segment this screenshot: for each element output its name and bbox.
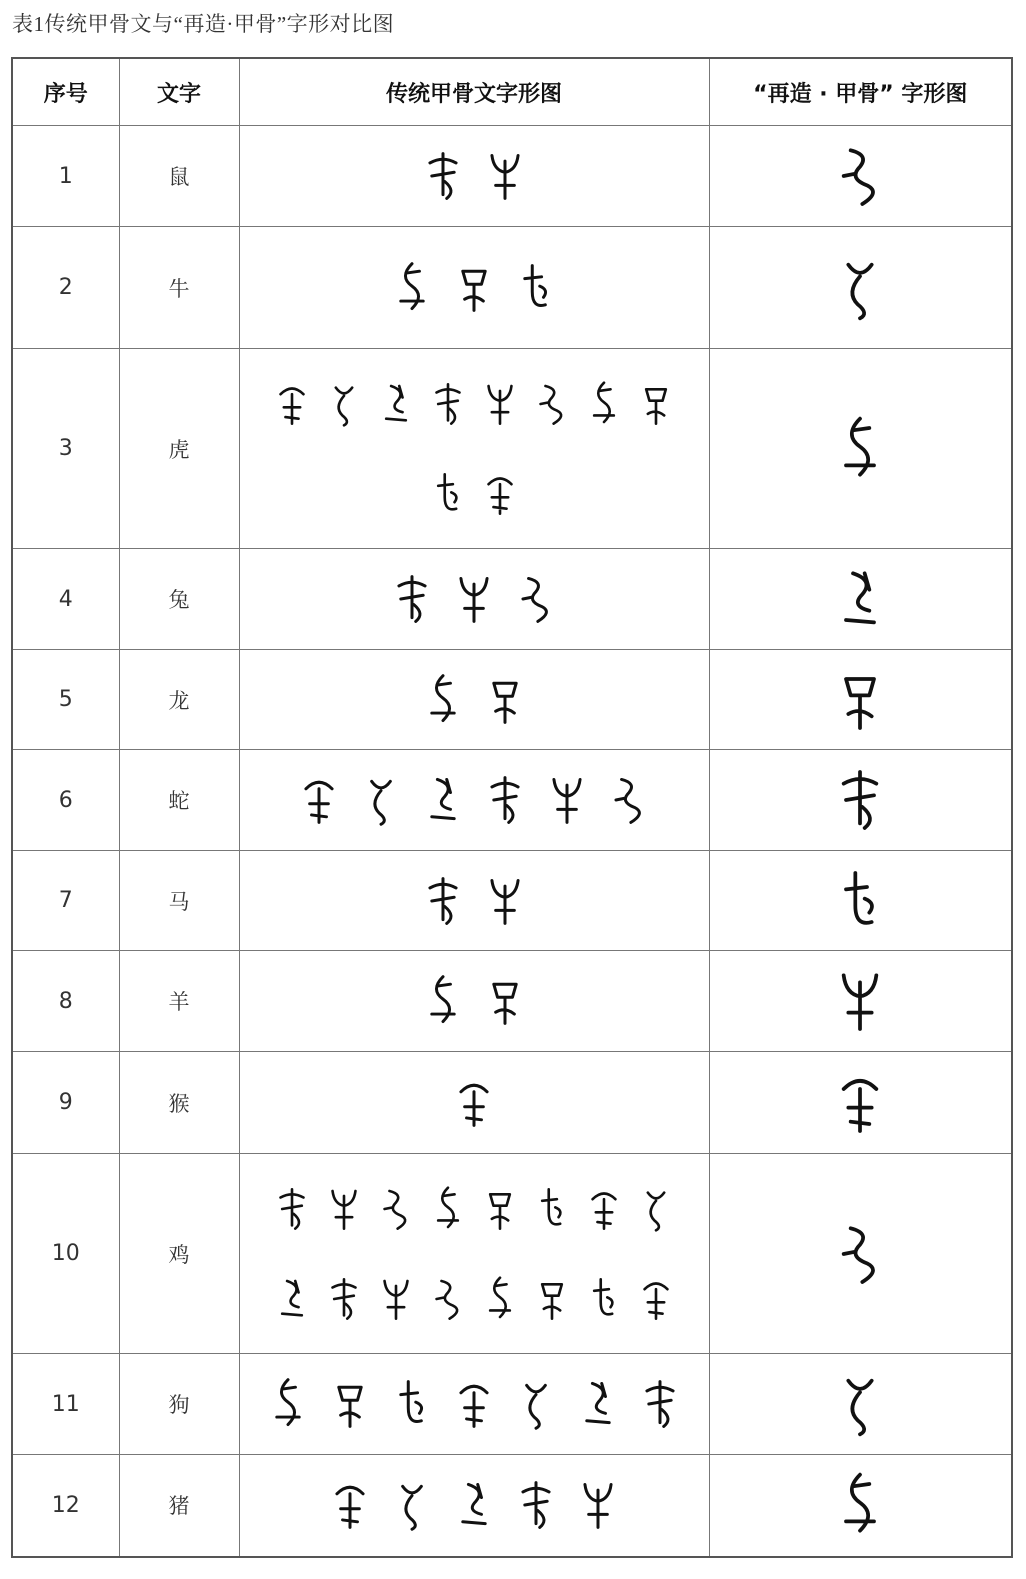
- table-row: [12, 750, 1012, 851]
- recreated-glyph-cell: [709, 951, 1012, 1052]
- recreated-glyph-cell: [709, 750, 1012, 851]
- row-character: 牛: [119, 227, 239, 349]
- oracle-bone-glyph-image: [482, 465, 518, 523]
- row-character: 虎: [119, 349, 239, 549]
- oracle-bone-glyph-image: [482, 375, 518, 433]
- header-traditional-glyphs: 传统甲骨文字形图: [239, 58, 709, 126]
- recreated-glyph-cell: [709, 1154, 1012, 1354]
- recreated-glyph-cell: [709, 549, 1012, 650]
- oracle-bone-glyph-image: [452, 571, 496, 627]
- oracle-bone-glyph-image: [482, 1180, 518, 1238]
- oracle-bone-glyph-image: [421, 873, 465, 929]
- oracle-bone-glyph-image: [274, 1270, 310, 1328]
- recreated-glyph-image: [830, 765, 890, 835]
- oracle-bone-glyph-image: [421, 973, 465, 1029]
- oracle-bone-glyph-image: [483, 672, 527, 728]
- traditional-glyphs-cell: [239, 1354, 709, 1455]
- oracle-bone-glyph-image: [534, 375, 570, 433]
- row-index: 8: [12, 951, 119, 1052]
- traditional-glyph-group: [240, 1372, 709, 1436]
- recreated-glyph-cell: [709, 227, 1012, 349]
- oracle-bone-glyph-image: [328, 1376, 372, 1432]
- oracle-bone-glyph-image: [576, 1477, 620, 1533]
- table-row: [12, 1052, 1012, 1154]
- row-character: 龙: [119, 650, 239, 750]
- glyph-comparison-table: [11, 57, 1013, 1558]
- oracle-bone-glyph-image: [638, 375, 674, 433]
- recreated-glyph-cell: [709, 851, 1012, 951]
- table-row: [12, 851, 1012, 951]
- row-character: 羊: [119, 951, 239, 1052]
- traditional-glyph-group: [240, 668, 709, 732]
- oracle-bone-glyph-image: [390, 1477, 434, 1533]
- row-character: 狗: [119, 1354, 239, 1455]
- traditional-glyph-group: [240, 1164, 709, 1344]
- oracle-bone-glyph-image: [483, 873, 527, 929]
- oracle-bone-glyph-image: [430, 465, 466, 523]
- row-character: 猪: [119, 1455, 239, 1557]
- recreated-glyph-image: [830, 564, 890, 634]
- oracle-bone-glyph-image: [390, 260, 434, 316]
- oracle-bone-glyph-image: [274, 1180, 310, 1238]
- oracle-bone-glyph-image: [326, 1270, 362, 1328]
- traditional-glyphs-cell: [239, 851, 709, 951]
- oracle-bone-glyph-image: [430, 375, 466, 433]
- traditional-glyph-group: [240, 969, 709, 1033]
- traditional-glyphs-cell: [239, 1154, 709, 1354]
- traditional-glyph-group: [240, 1473, 709, 1537]
- recreated-glyph-image: [830, 1219, 890, 1289]
- oracle-bone-glyph-image: [638, 1270, 674, 1328]
- oracle-bone-glyph-image: [638, 1180, 674, 1238]
- oracle-bone-glyph-image: [452, 260, 496, 316]
- row-index: 3: [12, 349, 119, 549]
- traditional-glyphs-cell: [239, 750, 709, 851]
- traditional-glyph-group: [240, 1071, 709, 1135]
- row-index: 10: [12, 1154, 119, 1354]
- recreated-glyph-image: [830, 1068, 890, 1138]
- recreated-glyph-cell: [709, 650, 1012, 750]
- recreated-glyph-image: [830, 866, 890, 936]
- traditional-glyph-group: [240, 256, 709, 320]
- traditional-glyph-group: [240, 869, 709, 933]
- row-index: 4: [12, 549, 119, 650]
- row-index: 6: [12, 750, 119, 851]
- oracle-bone-glyph-image: [390, 1376, 434, 1432]
- table-row: [12, 126, 1012, 227]
- oracle-bone-glyph-image: [266, 1376, 310, 1432]
- row-index: 11: [12, 1354, 119, 1455]
- oracle-bone-glyph-image: [514, 1376, 558, 1432]
- traditional-glyph-group: [240, 768, 709, 832]
- oracle-bone-glyph-image: [534, 1180, 570, 1238]
- header-character: 文字: [119, 58, 239, 126]
- recreated-glyph-cell: [709, 126, 1012, 227]
- recreated-glyph-cell: [709, 1455, 1012, 1557]
- oracle-bone-glyph-image: [430, 1180, 466, 1238]
- row-character: 鸡: [119, 1154, 239, 1354]
- recreated-glyph-cell: [709, 1052, 1012, 1154]
- traditional-glyph-group: [240, 359, 709, 539]
- recreated-glyph-image: [830, 253, 890, 323]
- oracle-bone-glyph-image: [534, 1270, 570, 1328]
- header-index: 序号: [12, 58, 119, 126]
- table-row: [12, 650, 1012, 750]
- table-row: [12, 1154, 1012, 1354]
- header-recreated-glyph: “再造 · 甲骨” 字形图: [709, 58, 1012, 126]
- traditional-glyph-group: [240, 144, 709, 208]
- oracle-bone-glyph-image: [514, 1477, 558, 1533]
- oracle-bone-glyph-image: [586, 1270, 622, 1328]
- oracle-bone-glyph-image: [638, 1376, 682, 1432]
- row-character: 马: [119, 851, 239, 951]
- table-row: [12, 1354, 1012, 1455]
- row-index: 12: [12, 1455, 119, 1557]
- oracle-bone-glyph-image: [390, 571, 434, 627]
- recreated-glyph-image: [830, 1470, 890, 1540]
- traditional-glyphs-cell: [239, 650, 709, 750]
- recreated-glyph-image: [830, 414, 890, 484]
- oracle-bone-glyph-image: [421, 772, 465, 828]
- oracle-bone-glyph-image: [514, 571, 558, 627]
- row-index: 5: [12, 650, 119, 750]
- oracle-bone-glyph-image: [326, 375, 362, 433]
- row-character: 鼠: [119, 126, 239, 227]
- oracle-bone-glyph-image: [482, 1270, 518, 1328]
- row-character: 兔: [119, 549, 239, 650]
- recreated-glyph-cell: [709, 349, 1012, 549]
- oracle-bone-glyph-image: [452, 1376, 496, 1432]
- oracle-bone-glyph-image: [297, 772, 341, 828]
- recreated-glyph-image: [830, 141, 890, 211]
- oracle-bone-glyph-image: [421, 672, 465, 728]
- recreated-glyph-image: [830, 1369, 890, 1439]
- oracle-bone-glyph-image: [576, 1376, 620, 1432]
- oracle-bone-glyph-image: [483, 772, 527, 828]
- row-index: 1: [12, 126, 119, 227]
- table-row: [12, 951, 1012, 1052]
- oracle-bone-glyph-image: [378, 375, 414, 433]
- oracle-bone-glyph-image: [452, 1477, 496, 1533]
- oracle-bone-glyph-image: [274, 375, 310, 433]
- header-row: [12, 58, 1012, 126]
- table-row: [12, 227, 1012, 349]
- row-character: 猴: [119, 1052, 239, 1154]
- traditional-glyphs-cell: [239, 126, 709, 227]
- oracle-bone-glyph-image: [359, 772, 403, 828]
- row-index: 7: [12, 851, 119, 951]
- table-caption: 表1传统甲骨文与“再造·甲骨”字形对比图: [12, 12, 395, 36]
- recreated-glyph-cell: [709, 1354, 1012, 1455]
- oracle-bone-glyph-image: [586, 375, 622, 433]
- oracle-bone-glyph-image: [421, 148, 465, 204]
- table-row: [12, 549, 1012, 650]
- recreated-glyph-image: [830, 665, 890, 735]
- traditional-glyphs-cell: [239, 227, 709, 349]
- oracle-bone-glyph-image: [452, 1075, 496, 1131]
- oracle-bone-glyph-image: [378, 1270, 414, 1328]
- oracle-bone-glyph-image: [514, 260, 558, 316]
- row-character: 蛇: [119, 750, 239, 851]
- oracle-bone-glyph-image: [483, 148, 527, 204]
- oracle-bone-glyph-image: [326, 1180, 362, 1238]
- oracle-bone-glyph-image: [607, 772, 651, 828]
- traditional-glyphs-cell: [239, 951, 709, 1052]
- traditional-glyphs-cell: [239, 349, 709, 549]
- oracle-bone-glyph-image: [545, 772, 589, 828]
- traditional-glyphs-cell: [239, 1455, 709, 1557]
- oracle-bone-glyph-image: [430, 1270, 466, 1328]
- oracle-bone-glyph-image: [378, 1180, 414, 1238]
- recreated-glyph-image: [830, 966, 890, 1036]
- traditional-glyphs-cell: [239, 1052, 709, 1154]
- table-row: [12, 349, 1012, 549]
- traditional-glyph-group: [240, 567, 709, 631]
- table-row: [12, 1455, 1012, 1557]
- oracle-bone-glyph-image: [328, 1477, 372, 1533]
- oracle-bone-glyph-image: [586, 1180, 622, 1238]
- row-index: 9: [12, 1052, 119, 1154]
- oracle-bone-glyph-image: [483, 973, 527, 1029]
- row-index: 2: [12, 227, 119, 349]
- traditional-glyphs-cell: [239, 549, 709, 650]
